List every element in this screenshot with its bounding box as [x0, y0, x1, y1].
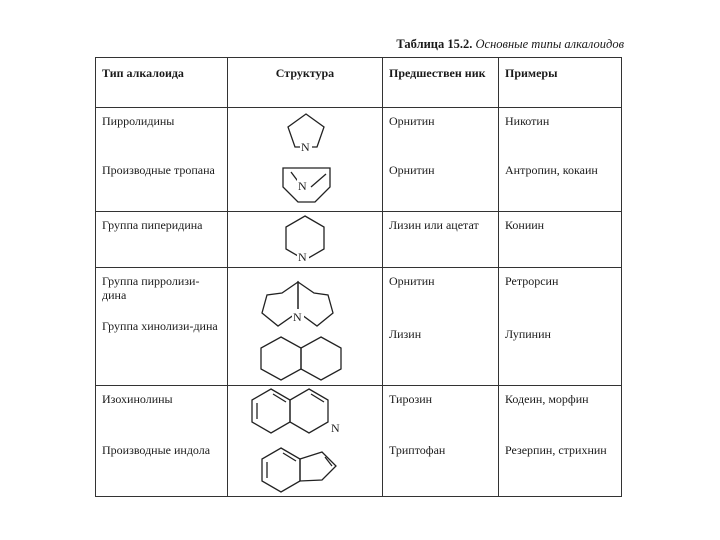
precursor-label: Орнитин [389, 162, 435, 177]
nitrogen-atom-label: N [293, 310, 302, 324]
precursor-label: Лизин [389, 326, 422, 341]
precursor-cell [383, 108, 499, 212]
isoquinoline-icon [252, 389, 340, 435]
examples-label: Кодеин, морфин [505, 392, 589, 406]
type-label: Производные индола [102, 442, 211, 457]
type-label: Пирролидины [102, 114, 175, 128]
structure-cell [228, 108, 383, 212]
nitrogen-atom-label: N [331, 421, 340, 435]
precursor-label: Тирозин [389, 392, 433, 406]
type-label: Группа хинолизи-дина [102, 318, 218, 333]
table-row [96, 386, 622, 497]
precursor-label: Триптофан [389, 442, 446, 457]
header-structure: Структура [228, 58, 383, 108]
type-label: Производные тропана [102, 162, 215, 177]
precursor-label: Лизин или ацетат [389, 218, 479, 232]
header-type: Тип алкалоида [96, 58, 228, 108]
examples-label: Никотин [505, 114, 550, 128]
tropane-icon [283, 168, 330, 202]
table-row [96, 108, 622, 212]
examples-cell [499, 386, 622, 497]
structure-drawing [228, 268, 383, 385]
structure-drawing [228, 108, 383, 211]
examples-cell [499, 108, 622, 212]
quinolizidine-icon [261, 337, 341, 380]
structure-drawing [228, 212, 383, 267]
precursor-label: Орнитин [389, 114, 435, 128]
type-cell [96, 108, 228, 212]
examples-label: Лупинин [505, 326, 551, 341]
pyrrolizidine-icon [262, 282, 333, 326]
examples-cell [499, 268, 622, 386]
caption-title: Основные типы алкалоидов [475, 37, 624, 51]
table-caption [396, 37, 624, 52]
type-cell [96, 386, 228, 497]
examples-label: Ретрорсин [505, 274, 559, 288]
nitrogen-atom-label: N [301, 140, 310, 154]
nitrogen-atom-label: N [298, 250, 307, 264]
type-label: Изохинолины [102, 392, 173, 406]
table-row [96, 212, 622, 268]
examples-label: Антропин, кокаин [505, 162, 598, 177]
precursor-label: Орнитин [389, 274, 435, 288]
examples-label: Резерпин, стрихнин [505, 442, 607, 457]
structure-cell [228, 386, 383, 497]
structure-cell [228, 212, 383, 268]
type-cell [96, 268, 228, 386]
table-row [96, 268, 622, 386]
indole-icon [262, 448, 336, 492]
pyrrolidine-icon [288, 114, 324, 154]
type-cell [96, 212, 228, 268]
type-label: Группа пирролизи-дина [102, 274, 200, 302]
header-precursor: Предшествен ник [383, 58, 499, 108]
alkaloid-table [95, 57, 622, 497]
examples-cell [499, 212, 622, 268]
examples-label: Кониин [505, 218, 545, 232]
caption-label: Таблица 15.2. [396, 37, 473, 51]
precursor-cell [383, 212, 499, 268]
type-label: Группа пиперидина [102, 218, 203, 232]
header-row [96, 58, 622, 108]
precursor-cell [383, 268, 499, 386]
structure-drawing [228, 386, 383, 496]
structure-cell [228, 268, 383, 386]
nitrogen-atom-label: N [298, 179, 307, 193]
piperidine-icon [286, 216, 324, 264]
header-examples: Примеры [499, 58, 622, 108]
precursor-cell [383, 386, 499, 497]
